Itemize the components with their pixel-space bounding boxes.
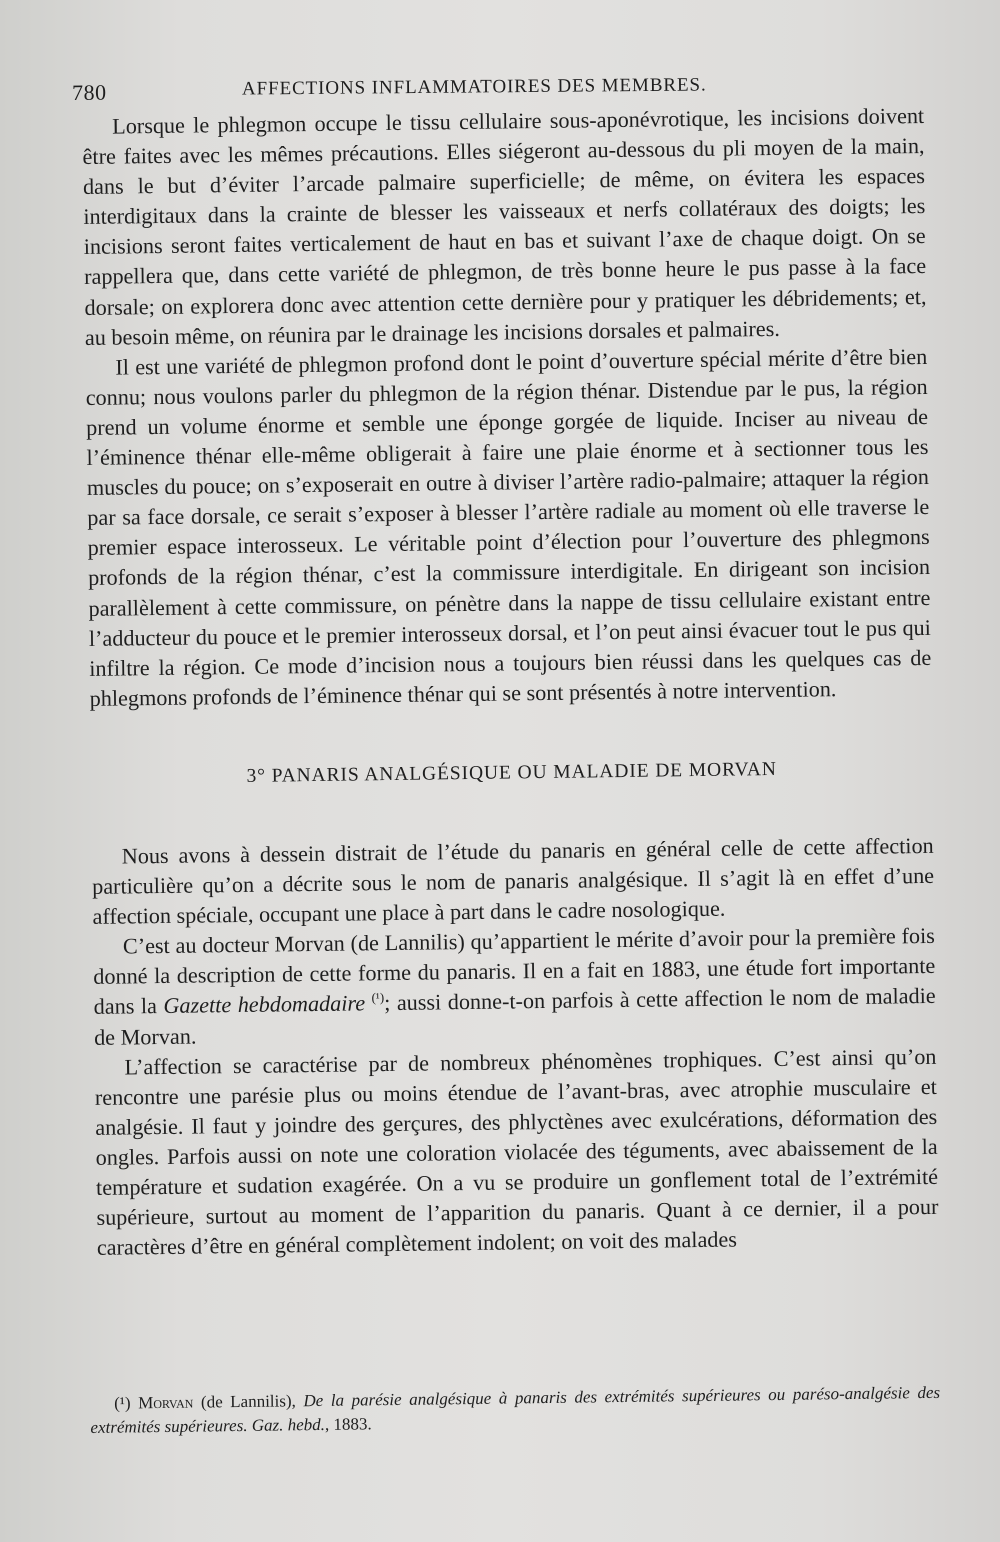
paragraph-analgesic-panaris: Nous avons à dessein distrait de l’étude du panaris en général celle de cette affection particulière qu’on a décrite sous le nom de panaris analgésique. Il s’agit là en effet d’une affection spéciale, occupant une place à part dans le cadre nosologique. [91, 832, 935, 930]
footnote-author: Morvan [138, 1392, 194, 1413]
footnotes [90, 1381, 941, 1440]
running-head: AFFECTIONS INFLAMMATOIRES DES MEMBRES. [241, 74, 707, 100]
footnote-reference: (¹) [371, 990, 385, 1006]
page-number: 780 [71, 79, 107, 105]
footnote-marker: (¹) [114, 1393, 131, 1413]
journal-title: Gazette hebdomadaire [163, 990, 366, 1019]
paragraph-phlegmon-incisions: Lorsque le phlegmon occupe le tissu cellulaire sous-aponévrotique, les incisions doivent être faites avec les mêmes précautions. Elles siégeront au-dessous du pli moyen de la main, dans le but d’éviter l’arcade palmaire superficielle; de même, on évitera les espaces interdigitaux dans la crainte de blesser les vaisseaux et nerfs collatéraux des doigts; les incisions seront faites verticalement de haut en bas et suivant l’axe de chaque doigt. On se rappellera que, dans cette variété de phlegmon, de très bonne heure le pus passe à la face dorsale; on explorera donc avec attention cette dernière pour y pratiquer les débridements; et, au besoin même, on réunira par le drainage les incisions dorsales et palmaires. [82, 102, 927, 350]
footnote-title: De la parésie analgésique à panaris des extrémités supérieures ou paréso-analgésie des extrémités supérieures. Gaz. hebd. [90, 1382, 941, 1437]
section-title: 3° PANARIS ANALGÉSIQUE OU MALADIE DE MORVAN [246, 758, 777, 787]
paragraph-morvan-description [93, 921, 937, 1052]
paragraph-text-part: ; aussi donne-t-on parfois à cette affection le nom de maladie de Morvan. [93, 983, 936, 1050]
footnote-year: , 1883. [324, 1414, 372, 1434]
footnote-author-place: (de Lannilis), [193, 1391, 304, 1412]
paragraph-thenar-phlegmon: Il est une variété de phlegmon profond dont le point d’ouverture spécial mérite d’être bien connu; nous voulons parler du phlegmon de la région thénar. Distendue par le pus, la région prend un volume énorme et semble une éponge gorgée de liquide. Inciser au niveau de l’éminence thénar elle-même obligerait à faire une plaie énorme et à sectionner tous les muscles du pouce; on s’exposerait en outre à diviser l’artère radio-palmaire; attaquer la région par sa face dorsale, ce serait s’exposer à blesser l’artère radiale au moment où elle traverse le premier espace interosseux. Le véritable point d’élection pour l’ouverture des phlegmons profonds de la région thénar, c’est la commissure interdigitale. En dirigeant son incision parallèlement à cette commissure, on pénètre dans la nappe de tissu cellulaire existant entre l’adducteur du pouce et le premier interosseux dorsal, et l’on peut ainsi évacuer tout le pus qui infiltre la région. Ce mode d’incision nous a toujours bien réussi dans les quelques cas de phlegmons profonds de l’éminence thénar qui se sont présentés à notre intervention. [85, 343, 932, 711]
paragraph-trophic-phenomena: L’affection se caractérise par de nombreux phénomènes trophiques. C’est ainsi qu’on rencontre une parésie plus ou moins étendue de l’avant-bras, avec atrophie musculaire et analgésie. Il faut y joindre des gerçures, des phlyctènes avec exulcérations, déformation des ongles. Parfois aussi on note une coloration violacée des téguments, avec abaissement de la température et sudation exagérée. On a vu se produire un gonflement total de l’extrémité supérieure, surtout au moment de l’apparition du panaris. Quant à ce dernier, il a pour caractères d’être en général complètement indolent; on voit des malades [94, 1043, 939, 1261]
page-header [72, 68, 772, 108]
main-text [82, 101, 939, 1263]
paragraph-text-part: C’est au docteur Morvan (de Lannilis) qu’appartient le mérite d’avoir pour la première fois donné la description de cette forme du panaris. Il en a fait en 1883, une étude fort importante dans la [93, 923, 936, 1020]
footnote-1 [90, 1381, 941, 1440]
